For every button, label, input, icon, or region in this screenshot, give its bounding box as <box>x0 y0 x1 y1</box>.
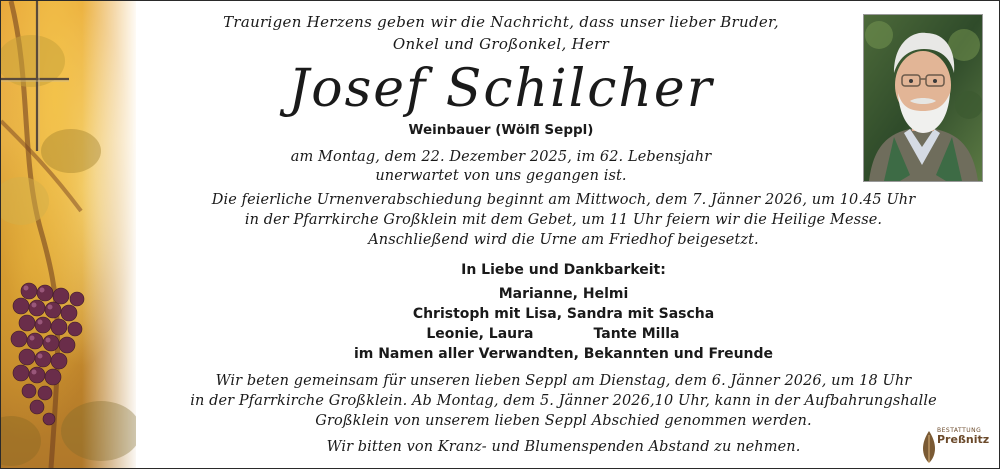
cross-icon <box>1 1 71 151</box>
death-line-2: unerwartet von uns gegangen ist. <box>375 168 627 184</box>
family-line-3-left: Leonie, Laura <box>426 326 534 342</box>
ceremony-line-1: Die feierliche Urnenverabschiedung beginnt am Mittwoch, dem 7. Jänner 2026, um 10.45 Uhr <box>211 192 916 208</box>
family-heading: In Liebe und Dankbarkeit: <box>461 262 666 278</box>
family-line-3 <box>141 324 986 345</box>
ceremony-line-2: in der Pfarrkirche Großklein mit dem Gebet, um 11 Uhr feiern wir die Heilige Messe. <box>244 212 883 228</box>
deceased-name: Josef Schilcher <box>288 59 714 119</box>
grapevine-image <box>1 1 136 468</box>
funeral-home-logo <box>919 425 991 465</box>
logo-label-name: Preßnitz <box>937 433 990 446</box>
prayer-line-2: in der Pfarrkirche Großklein. Ab Montag, dem 5. Jänner 2026,10 Uhr, kann in der Aufbahrungshalle <box>190 393 937 409</box>
intro-line-1: Traurigen Herzens geben wir die Nachricht, dass unser lieber Bruder, <box>223 13 779 31</box>
prayer-line-4: Wir bitten von Kranz- und Blumenspenden Abstand zu nehmen. <box>326 439 801 455</box>
logo-label-top: BESTATTUNG <box>937 427 982 434</box>
family-line-1: Marianne, Helmi <box>498 286 629 302</box>
prayer-line-3: Großklein von unserem lieben Seppl Abschied genommen werden. <box>315 413 812 429</box>
death-line-1: am Montag, dem 22. Dezember 2025, im 62. Lebensjahr <box>290 149 712 165</box>
prayer-line-1: Wir beten gemeinsam für unseren lieben Seppl am Dienstag, dem 6. Jänner 2026, um 18 Uhr <box>215 373 912 389</box>
deceased-occupation: Weinbauer (Wölfl Seppl) <box>408 122 594 138</box>
intro-line-2: Onkel und Großonkel, Herr <box>392 35 610 53</box>
leaf-icon <box>919 427 939 465</box>
portrait-photo <box>863 14 983 182</box>
family-line-3-right: Tante Milla <box>593 326 680 342</box>
ceremony-line-3: Anschließend wird die Urne am Friedhof beigesetzt. <box>368 232 759 248</box>
family-line-4: im Namen aller Verwandten, Bekannten und Freunde <box>353 346 774 362</box>
family-line-2: Christoph mit Lisa, Sandra mit Sascha <box>412 306 715 322</box>
